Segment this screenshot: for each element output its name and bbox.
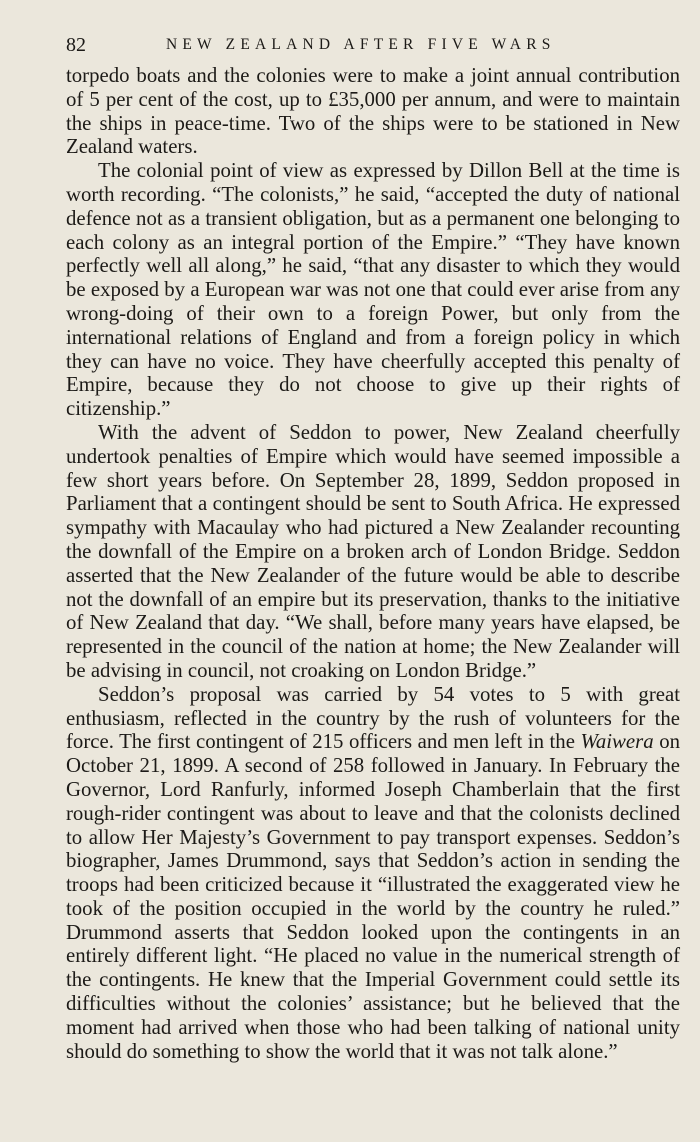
paragraph-seddon-advent: With the advent of Seddon to power, New Zealand cheerfully undertook penalties of Empire which would have seemed impossible a few short years before. On September 28, 1899, Seddon proposed in Parliament that a contingent should be sent to South Africa. He expressed sympathy with Macaulay who had pictured a New Zealander recounting the downfall of the Empire on a broken arch of London Bridge. Seddon asserted that the New Zealander of the future would be able to describe not the downfall of an empire but its preservation, thanks to the initiative of New Zealand that day. “We shall, before many years have elapsed, be represented in the council of the nation at home; the New Zealander will be advising in council, not croaking on London Bridge.” [66,420,680,682]
paragraph-text-after-ship: on October 21, 1899. A second of 258 followed in January. In February the Governor, Lord Ranfurly, informed Joseph Chamberlain that the first rough-rider contingent was about to leave and that the colonists declined to allow Her Majesty’s Government to pay transport expenses. Seddon’s biographer, James Drummond, says that Seddon’s action in sending the troops had been criticized because it “illustrated the exaggerated view he took of the position occupied in the world by the country he ruled.” Drummond asserts that Seddon looked upon the contingents in an entirely different light. “He placed no value in the numerical strength of the contingents. He knew that the Imperial Government could settle its difficulties without the colonies’ assistance; but he believed that the moment had arrived when those who had been talking of national unity should do something to show the world that it was not talk alone.” [66,730,680,1063]
ship-name: Waiwera [580,730,654,754]
body-text [66,64,680,1063]
paragraph-seddon-proposal [66,683,680,1064]
paragraph-continued: torpedo boats and the colonies were to make a joint annual contribution of 5 per cent of the cost, up to £35,000 per annum, and were to maintain the ships in peace-time. Two of the ships were to be stationed in New Zealand waters. [66,64,680,159]
running-title: NEW ZEALAND AFTER FIVE WARS [166,36,556,53]
paragraph-text-before-ship: Seddon’s proposal was carried by 54 votes to 5 with great enthusiasm, reflected in the country by the rush of volunteers for the force. The first contingent of 215 officers and men left in the [66,682,680,754]
running-head [66,28,680,64]
page-number: 82 [66,34,86,56]
paragraph-dillon-bell: The colonial point of view as expressed by Dillon Bell at the time is worth recording. “The colonists,” he said, “accepted the duty of national defence not as a transient obligation, but as a permanent one belonging to each colony as an integral portion of the Empire.” “They have known perfectly well all along,” he said, “that any disaster to which they would be exposed by a European war was not one that could ever arise from any wrong-doing of their own to a foreign Power, but only from the international relations of England and from a foreign policy in which they can have no voice. They have cheerfully accepted this penalty of Empire, because they do not choose to give up their rights of citizenship.” [66,159,680,421]
